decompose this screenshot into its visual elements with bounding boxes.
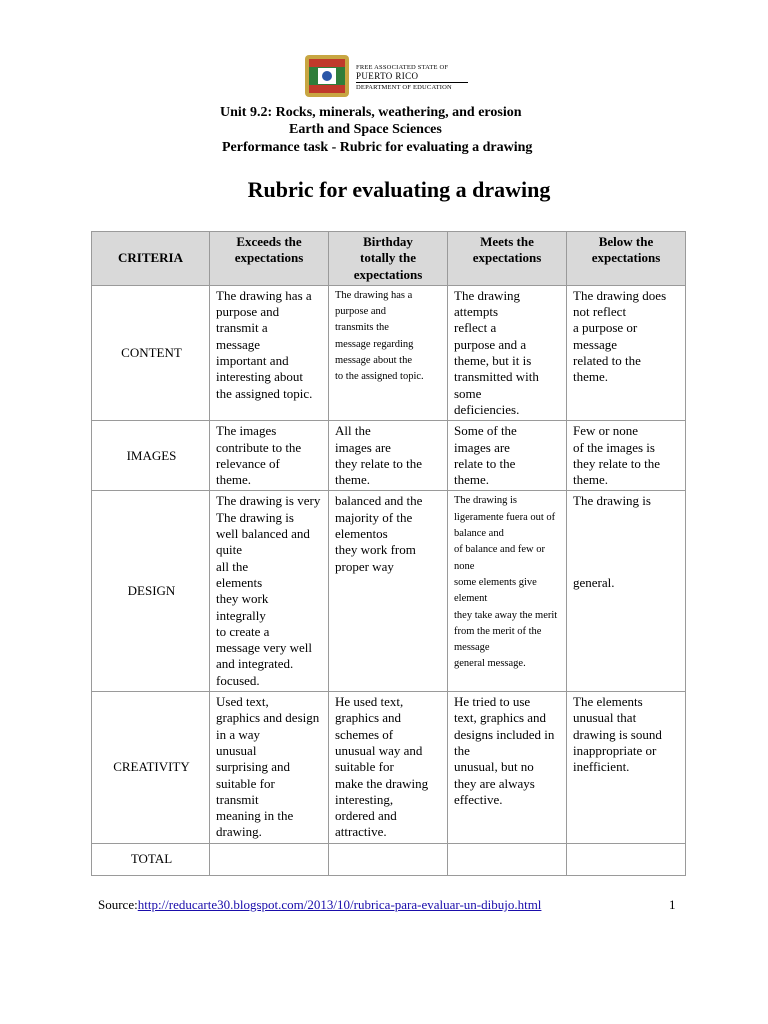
table-row (92, 491, 686, 692)
table-row (92, 285, 686, 420)
page-number: 1 (669, 897, 676, 912)
source-link[interactable]: http://reducarte30.blogspot.com/2013/10/rubrica-para-evaluar-un-dibujo.html (137, 897, 542, 912)
header-below: Below the expectations (567, 232, 686, 286)
source-label: Source: (98, 897, 138, 912)
table-cell: The drawing does not reflect a purpose or message related to the theme. (567, 285, 686, 420)
table-cell: The drawing is general. (567, 491, 686, 692)
table-row (92, 421, 686, 491)
seal-line-2: PUERTO RICO (356, 71, 419, 81)
row-label-content: CONTENT (92, 285, 210, 420)
table-cell: Few or none of the images is they relate to the theme. (567, 421, 686, 491)
table-cell: He tried to use text, graphics and designs included in the unusual, but no they are always effective. (448, 692, 567, 844)
table-cell: All the images are they relate to the theme. (329, 421, 448, 491)
seal-line-3: DEPARTMENT OF EDUCATION (356, 84, 452, 91)
table-cell: Some of the images are relate to the theme. (448, 421, 567, 491)
page-title: Rubric for evaluating a drawing (247, 177, 551, 202)
task-heading: Performance task - Rubric for evaluating a drawing (222, 140, 533, 155)
table-row (92, 692, 686, 844)
rubric-table (91, 231, 686, 876)
header-criteria: CRITERIA (92, 232, 210, 286)
row-label-images: IMAGES (92, 421, 210, 491)
row-label-creativity: CREATIVITY (92, 692, 210, 844)
table-cell: The drawing attempts reflect a purpose and a theme, but it is transmitted with some deficiencies. (448, 285, 567, 420)
table-cell: The drawing has a purpose and transmits the message regarding message about the to the assigned topic. (329, 285, 448, 420)
table-cell (448, 843, 567, 875)
unit-heading: Unit 9.2: Rocks, minerals, weathering, and erosion (220, 105, 522, 120)
table-cell: The drawing is very The drawing is well balanced and quite all the elements they work integrally to create a message very well and integrated. focused. (210, 491, 329, 692)
source-footer (98, 897, 541, 913)
subject-heading: Earth and Space Sciences (289, 122, 442, 137)
table-cell (210, 843, 329, 875)
table-cell (329, 843, 448, 875)
row-label-design: DESIGN (92, 491, 210, 692)
coat-of-arms-icon (304, 54, 350, 98)
table-cell (567, 843, 686, 875)
table-cell: The drawing has a purpose and transmit a message important and interesting about the assigned topic. (210, 285, 329, 420)
table-cell: The images contribute to the relevance of theme. (210, 421, 329, 491)
header-birthday: Birthday totally the expectations (329, 232, 448, 286)
seal-divider (356, 82, 468, 83)
table-cell: The elements unusual that drawing is sound inappropriate or inefficient. (567, 692, 686, 844)
table-cell: He used text, graphics and schemes of unusual way and suitable for make the drawing interesting, ordered and attractive. (329, 692, 448, 844)
row-label-total: TOTAL (92, 843, 210, 875)
header-exceeds: Exceeds the expectations (210, 232, 329, 286)
table-cell: Used text, graphics and design in a way unusual surprising and suitable for transmit meaning in the drawing. (210, 692, 329, 844)
seal-line-1: FREE ASSOCIATED STATE OF (356, 64, 449, 71)
table-cell: balanced and the majority of the elementos they work from proper way (329, 491, 448, 692)
table-cell: The drawing is ligeramente fuera out of balance and of balance and few or none some elements give element they take away the merit from the merit of the message general message. (448, 491, 567, 692)
table-header-row (92, 232, 686, 286)
header-meets: Meets the expectations (448, 232, 567, 286)
department-seal (300, 54, 480, 100)
table-row (92, 843, 686, 875)
